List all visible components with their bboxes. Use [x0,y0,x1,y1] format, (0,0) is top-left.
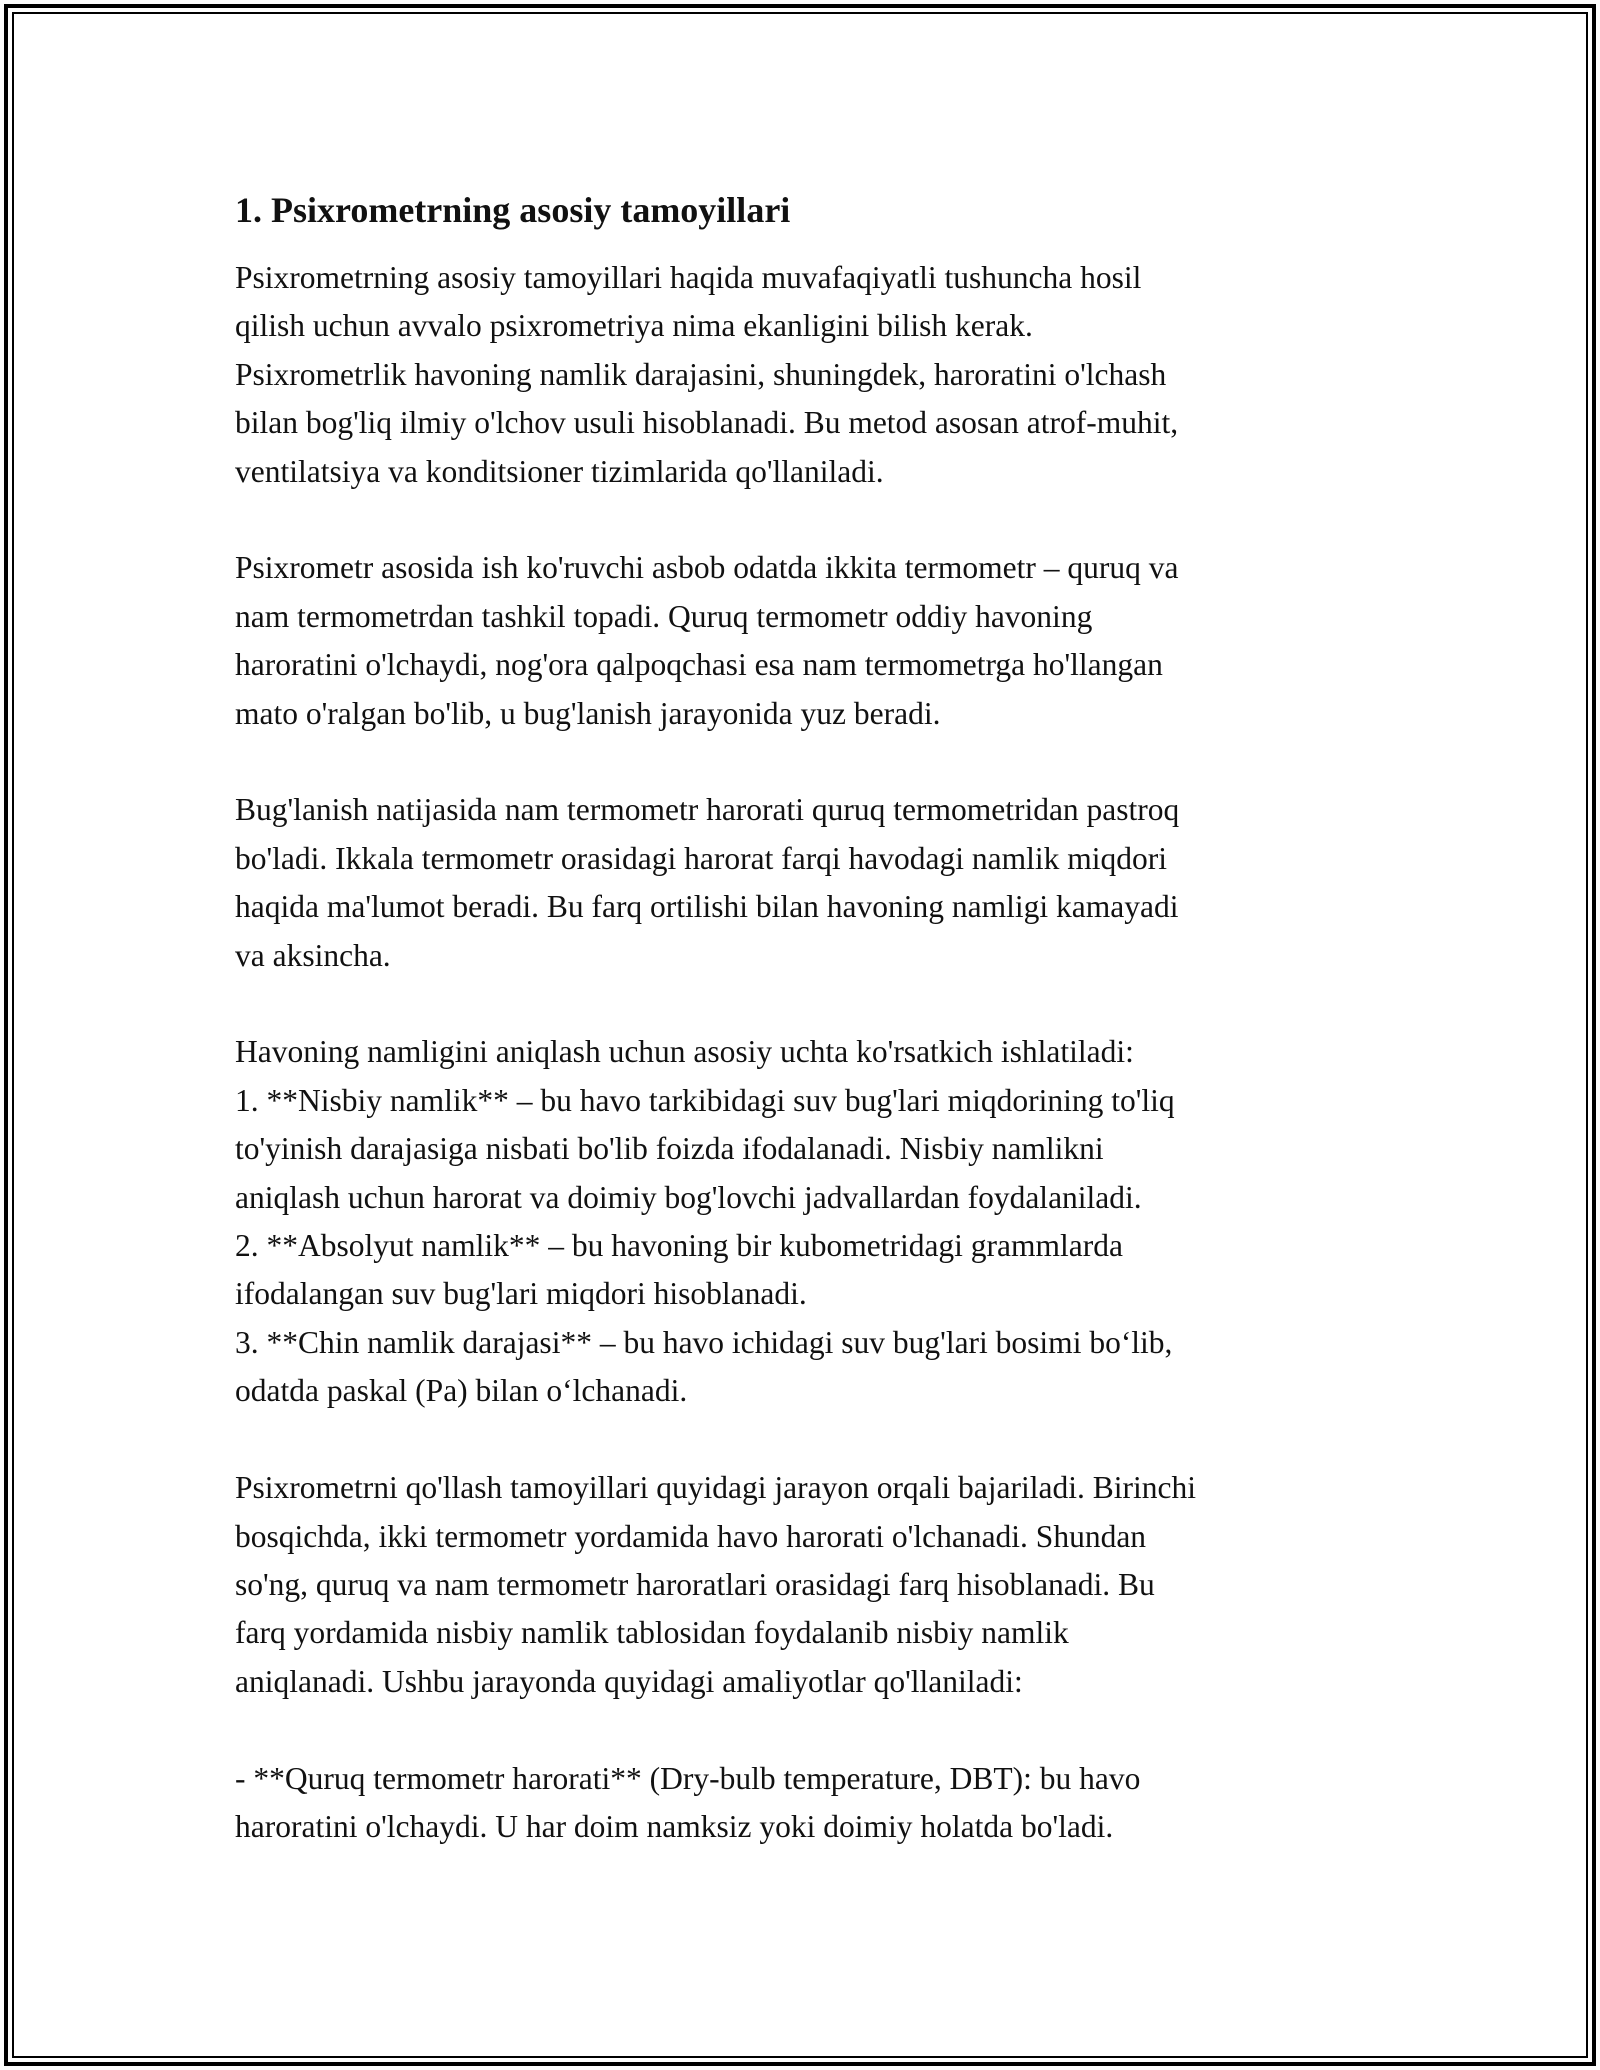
paragraph-5 [235,1464,1375,1706]
paragraph-1 [235,254,1375,496]
text-line: va aksincha. [235,937,391,973]
text-line: Bug'lanish natijasida nam termometr harorati quruq termometridan pastroq [235,792,1180,828]
text-line: 3. **Chin namlik darajasi** – bu havo ichidagi suv bug'lari bosimi bo‘lib, [235,1324,1173,1360]
text-line: 2. **Absolyut namlik** – bu havoning bir kubometridagi grammlarda [235,1228,1123,1264]
text-line: to'yinish darajasiga nisbati bo'lib foizda ifodalanadi. Nisbiy namlikni [235,1131,1104,1167]
text-line: 1. **Nisbiy namlik** – bu havo tarkibidagi suv bug'lari miqdorining to'liq [235,1082,1175,1118]
text-line: Havoning namligini aniqlash uchun asosiy uchta ko'rsatkich ishlatiladi: [235,1034,1134,1070]
text-line: - **Quruq termometr harorati** (Dry-bulb temperature, DBT): bu havo [235,1760,1141,1796]
text-line: bilan bog'liq ilmiy o'lchov usuli hisoblanadi. Bu metod asosan atrof-muhit, [235,405,1179,441]
text-line: bosqichda, ikki termometr yordamida havo harorati o'lchanadi. Shundan [235,1518,1147,1554]
section-heading: 1. Psixrometrning asosiy tamoyillari [235,190,791,230]
text-line: qilish uchun avvalo psixrometriya nima ekanligini bilish kerak. [235,308,1033,344]
paragraph-4 [235,1028,1375,1415]
text-line: ifodalangan suv bug'lari miqdori hisoblanadi. [235,1276,807,1312]
paragraph-6 [235,1755,1375,1852]
text-line: Psixrometrni qo'llash tamoyillari quyidagi jarayon orqali bajariladi. Birinchi [235,1470,1196,1506]
text-line: haqida ma'lumot beradi. Bu farq ortilishi bilan havoning namligi kamayadi [235,889,1179,925]
paragraph-3 [235,786,1375,980]
text-line: Psixrometrlik havoning namlik darajasini, shuningdek, haroratini o'lchash [235,356,1167,392]
text-line: bo'ladi. Ikkala termometr orasidagi harorat farqi havodagi namlik miqdori [235,840,1168,876]
paragraph-2 [235,544,1375,738]
text-line: Psixrometr asosida ish ko'ruvchi asbob odatda ikkita termometr – quruq va [235,550,1179,586]
text-line: so'ng, quruq va nam termometr haroratlari orasidagi farq hisoblanadi. Bu [235,1566,1155,1602]
text-line: aniqlash uchun harorat va doimiy bog'lovchi jadvallardan foydalaniladi. [235,1179,1142,1215]
text-line: Psixrometrning asosiy tamoyillari haqida muvafaqiyatli tushuncha hosil [235,260,1142,295]
text-line: mato o'ralgan bo'lib, u bug'lanish jarayonida yuz beradi. [235,695,941,731]
text-line: odatda paskal (Pa) bilan o‘lchanadi. [235,1373,688,1409]
text-line: haroratini o'lchaydi. U har doim namksiz yoki doimiy holatda bo'ladi. [235,1808,1114,1844]
text-line: ventilatsiya va konditsioner tizimlarida qo'llaniladi. [235,453,884,489]
text-line: farq yordamida nisbiy namlik tablosidan foydalanib nisbiy namlik [235,1615,1069,1651]
document-body [235,186,1375,1900]
text-line: haroratini o'lchaydi, nog'ora qalpoqchasi esa nam termometrga ho'llangan [235,647,1163,683]
text-line: nam termometrdan tashkil topadi. Quruq termometr oddiy havoning [235,598,1093,634]
text-line: aniqlanadi. Ushbu jarayonda quyidagi amaliyotlar qo'llaniladi: [235,1663,1023,1699]
